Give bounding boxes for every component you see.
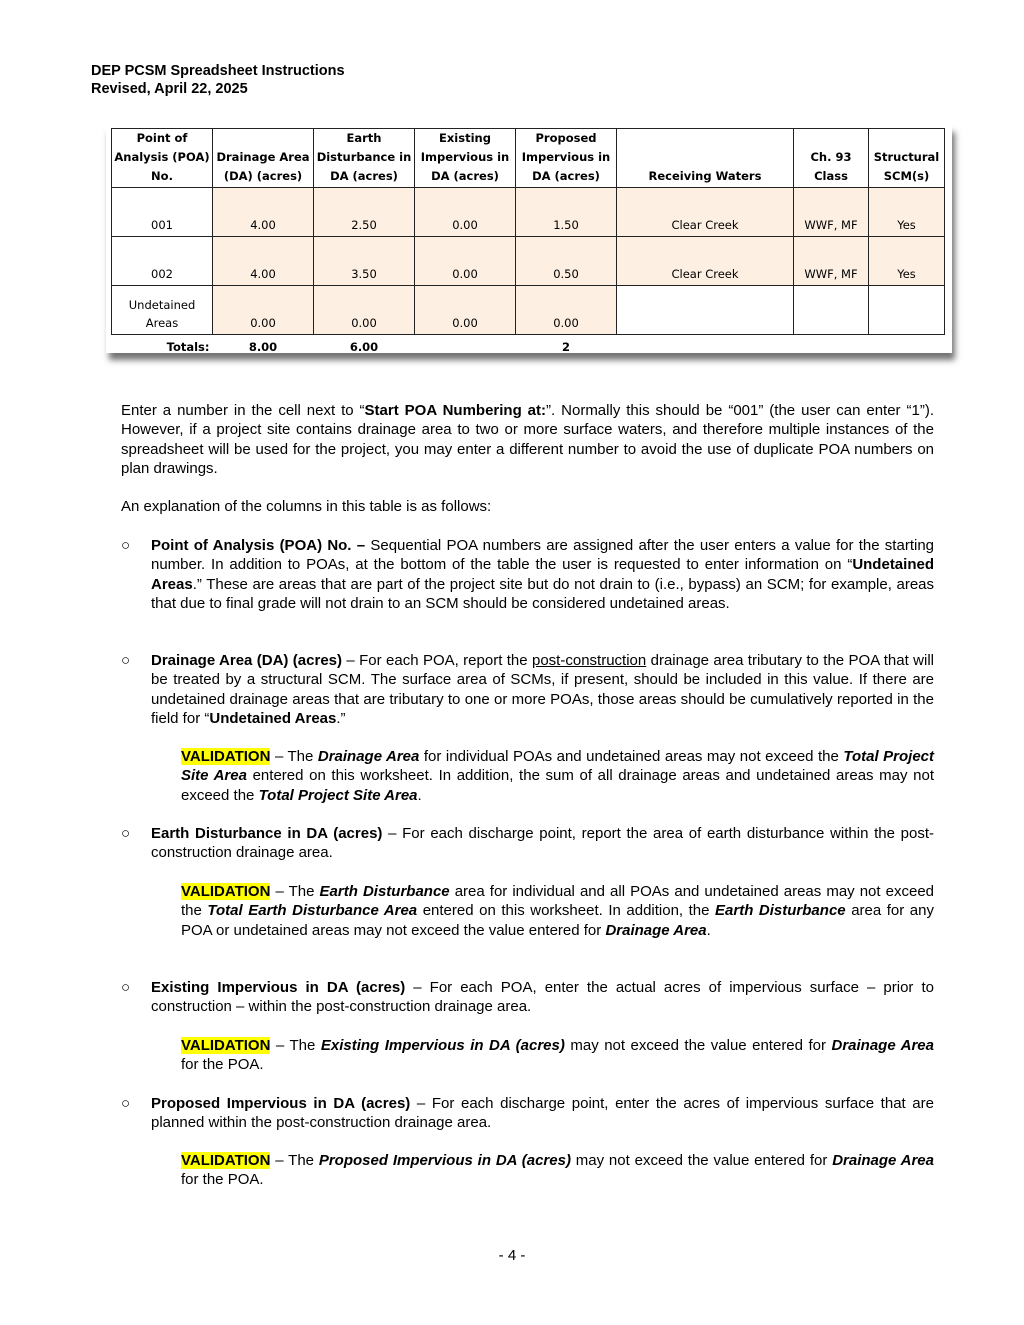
page-number: - 4 - [498,1247,526,1264]
paragraph-start-poa: Enter a number in the cell next to “Start POA Numbering at:”. Normally this should be “001” (the user can enter “1”). However, if a project site contains drainage area to two or more surface waters, and therefore multiple instances of the spreadsheet will be used for the project, you may enter a different number to avoid the use of duplicate POA numbers on plan drawings. [121,402,934,477]
table-row [112,237,945,286]
table-cell[interactable]: Clear Creek [617,237,794,286]
total-value: 8.00 [248,339,278,354]
table-cell[interactable] [869,286,945,335]
total-value: 2 [561,339,570,354]
item-drainage-area: Drainage Area (DA) (acres) – For each POA, report the post-construction drainage area tributary to the POA that will be treated by a structural SCM. The surface area of SCMs, if present, should be included in this value. If there are undetained drainage areas that are tributary to one or more POAs, those areas should be cumulatively reported in the field for “Undetained Areas.” [151,652,934,727]
poa-table-image [106,125,952,353]
table-cell[interactable]: 0.00 [415,237,516,286]
item-proposed-impervious: Proposed Impervious in DA (acres) – For each discharge point, enter the acres of impervious surface that are planned within the post-construction drainage area. [151,1095,934,1132]
start-poa-label: Start POA Numbering at: [364,402,547,419]
column-header: Existing Impervious in DA (acres) [415,129,516,188]
table-cell: 002 [112,237,213,286]
table-cell[interactable]: WWF, MF [794,237,869,286]
item-existing-impervious: Existing Impervious in DA (acres) – For each POA, enter the actual acres of impervious surface – prior to construction – within the post-construction drainage area. [151,979,934,1016]
bullet-icon: ○ [121,652,131,669]
header-revision-date: Revised, April 22, 2025 [91,81,248,97]
column-header: Point of Analysis (POA) No. [112,129,213,188]
table-header-row [112,129,945,188]
validation-earth-disturbance: VALIDATION – The Earth Disturbance area for individual and all POAs and undetained areas may not exceed the Total Earth Disturbance Area entered on this worksheet. In addition, the Earth Disturbance area for any POA or undetained areas may not exceed the value entered for Drainage Area. [181,883,934,939]
validation-drainage-area: VALIDATION – The Drainage Area for individual POAs and undetained areas may not exceed the Total Project Site Area entered on this worksheet. In addition, the sum of all drainage areas and undetained areas may not exceed the Total Project Site Area. [181,748,935,804]
table-cell[interactable]: 4.00 [213,237,314,286]
document-header [91,62,345,98]
column-header: Drainage Area (DA) (acres) [213,129,314,188]
table-cell[interactable]: 1.50 [516,188,617,237]
table-cell: Undetained Areas [112,286,213,335]
table-cell[interactable]: 3.50 [314,237,415,286]
column-header: Receiving Waters [617,129,794,188]
column-header: Structural SCM(s) [869,129,945,188]
total-value [415,335,516,359]
bullet-icon: ○ [121,537,131,554]
item-poa-number: Point of Analysis (POA) No. – Sequential POA numbers are assigned after the user enters a value for the starting number. In addition to POAs, at the bottom of the table the user is requested to enter information on “Undetained Areas.” These are areas that are part of the project site but do not drain to (i.e., bypass) an SCM; for example, areas that due to final grade will not drain to an SCM should be considered undetained areas. [151,537,935,612]
total-value [617,335,794,359]
total-value [869,335,945,359]
table-cell[interactable]: 0.00 [415,188,516,237]
bullet-icon: ○ [121,825,131,842]
table-cell[interactable]: Yes [869,237,945,286]
item-earth-disturbance: Earth Disturbance in DA (acres) – For each discharge point, report the area of earth disturbance within the post-construction drainage area. [151,825,934,862]
table-cell[interactable]: 0.50 [516,237,617,286]
bullet-icon: ○ [121,1095,131,1112]
poa-table [111,128,945,358]
validation-existing-impervious: VALIDATION – The Existing Impervious in DA (acres) may not exceed the value entered for Drainage Area for the POA. [181,1037,934,1074]
table-cell[interactable]: 0.00 [415,286,516,335]
table-cell[interactable]: 0.00 [314,286,415,335]
table-row [112,286,945,335]
column-header: Ch. 93 Class [794,129,869,188]
table-row [112,188,945,237]
table-cell[interactable] [617,286,794,335]
header-title: DEP PCSM Spreadsheet Instructions [91,63,345,79]
validation-label: VALIDATION [181,1037,271,1054]
paragraph-columns-intro: An explanation of the columns in this table is as follows: [121,498,492,515]
column-header: Earth Disturbance in DA (acres) [314,129,415,188]
table-cell: 001 [112,188,213,237]
validation-label: VALIDATION [181,748,271,765]
table-cell[interactable]: 0.00 [213,286,314,335]
total-value: 6.00 [349,339,379,354]
validation-label: VALIDATION [181,883,271,900]
total-value [794,335,869,359]
totals-row [112,335,945,359]
totals-label: Totals: [166,339,210,354]
table-cell[interactable]: Clear Creek [617,188,794,237]
table-cell[interactable]: WWF, MF [794,188,869,237]
validation-proposed-impervious: VALIDATION – The Proposed Impervious in DA (acres) may not exceed the value entered for Drainage Area for the POA. [181,1152,934,1189]
validation-label: VALIDATION [181,1152,271,1169]
table-cell[interactable] [794,286,869,335]
table-cell[interactable]: 4.00 [213,188,314,237]
table-cell[interactable]: Yes [869,188,945,237]
table-cell[interactable]: 0.00 [516,286,617,335]
table-cell[interactable]: 2.50 [314,188,415,237]
column-header: Proposed Impervious in DA (acres) [516,129,617,188]
table-body [112,188,945,359]
bullet-icon: ○ [121,979,131,996]
